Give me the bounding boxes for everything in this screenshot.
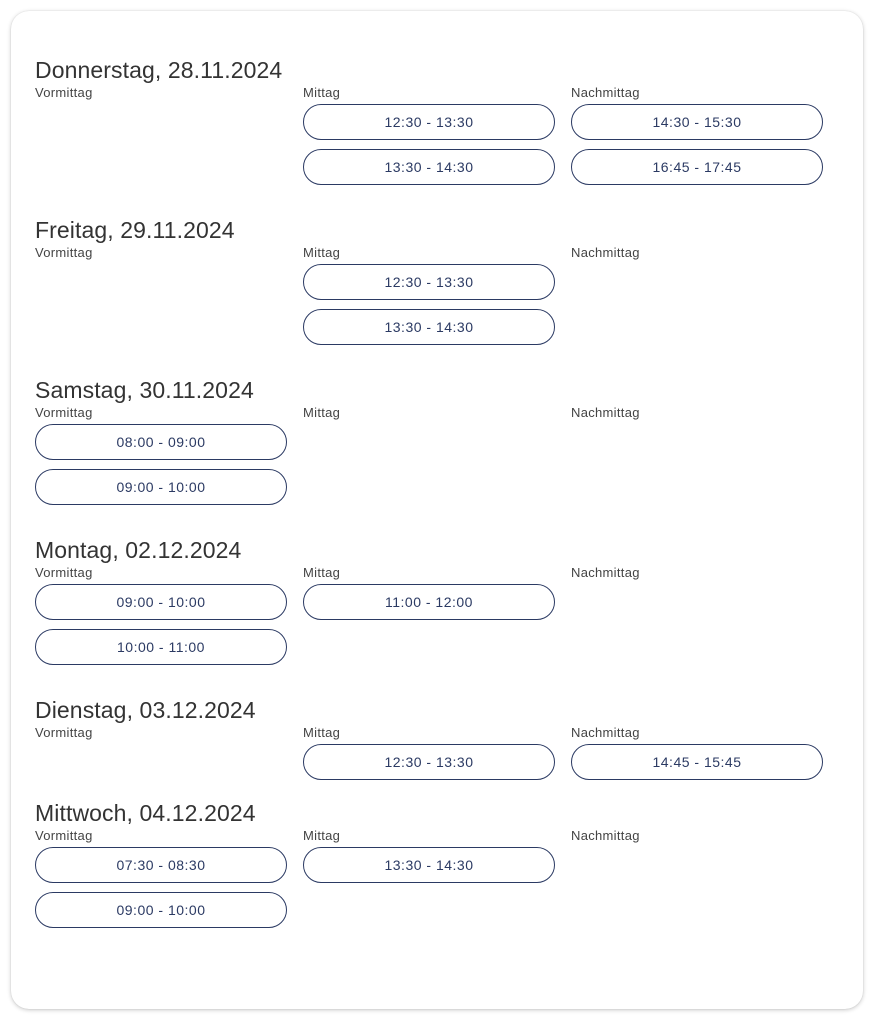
day-title: Mittwoch, 04.12.2024 — [35, 800, 256, 826]
period-column-nachmittag — [571, 85, 839, 185]
period-label-mittag: Mittag — [303, 828, 341, 843]
time-slot-button[interactable]: 14:45 - 15:45 — [571, 744, 823, 780]
slot-list — [303, 847, 571, 883]
period-column-mittag — [303, 725, 571, 780]
appointment-card — [11, 11, 863, 1009]
day-title: Samstag, 30.11.2024 — [35, 377, 254, 403]
period-label-nachmittag: Nachmittag — [571, 405, 640, 420]
time-slot-button[interactable]: 12:30 - 13:30 — [303, 104, 555, 140]
time-slot-button[interactable]: 08:00 - 09:00 — [35, 424, 287, 460]
time-slot-button[interactable]: 16:45 - 17:45 — [571, 149, 823, 185]
period-label-vormittag: Vormittag — [35, 85, 93, 100]
time-slot-button[interactable]: 13:30 - 14:30 — [303, 309, 555, 345]
period-column-mittag — [303, 405, 571, 505]
slot-list — [303, 584, 571, 620]
period-label-vormittag: Vormittag — [35, 405, 93, 420]
day-section — [35, 695, 839, 780]
period-label-vormittag: Vormittag — [35, 565, 93, 580]
time-slot-button[interactable]: 12:30 - 13:30 — [303, 264, 555, 300]
period-label-mittag: Mittag — [303, 405, 341, 420]
period-label-nachmittag: Nachmittag — [571, 828, 640, 843]
period-label-mittag: Mittag — [303, 245, 341, 260]
period-column-mittag — [303, 828, 571, 928]
period-column-nachmittag — [571, 828, 839, 928]
period-columns — [35, 565, 839, 665]
period-column-vormittag — [35, 565, 303, 665]
period-label-nachmittag: Nachmittag — [571, 245, 640, 260]
period-column-nachmittag — [571, 725, 839, 780]
day-title: Donnerstag, 28.11.2024 — [35, 57, 283, 83]
period-column-vormittag — [35, 725, 303, 780]
period-column-mittag — [303, 245, 571, 345]
period-label-nachmittag: Nachmittag — [571, 725, 640, 740]
period-column-nachmittag — [571, 565, 839, 665]
time-slot-button[interactable]: 10:00 - 11:00 — [35, 629, 287, 665]
day-title: Montag, 02.12.2024 — [35, 537, 242, 563]
period-label-vormittag: Vormittag — [35, 828, 93, 843]
period-column-vormittag — [35, 85, 303, 185]
period-label-mittag: Mittag — [303, 725, 341, 740]
day-title: Dienstag, 03.12.2024 — [35, 697, 256, 723]
time-slot-button[interactable]: 07:30 - 08:30 — [35, 847, 287, 883]
time-slot-button[interactable]: 12:30 - 13:30 — [303, 744, 555, 780]
period-label-nachmittag: Nachmittag — [571, 85, 640, 100]
period-column-nachmittag — [571, 245, 839, 345]
day-section — [35, 535, 839, 665]
period-label-nachmittag: Nachmittag — [571, 565, 640, 580]
slot-list — [35, 584, 303, 665]
time-slot-button[interactable]: 13:30 - 14:30 — [303, 149, 555, 185]
slot-list — [303, 104, 571, 185]
time-slot-button[interactable]: 09:00 - 10:00 — [35, 892, 287, 928]
slot-list — [35, 424, 303, 505]
period-columns — [35, 725, 839, 780]
day-section — [35, 375, 839, 505]
period-column-vormittag — [35, 405, 303, 505]
period-label-vormittag: Vormittag — [35, 725, 93, 740]
period-columns — [35, 828, 839, 928]
period-label-mittag: Mittag — [303, 565, 341, 580]
time-slot-button[interactable]: 11:00 - 12:00 — [303, 584, 555, 620]
period-column-vormittag — [35, 828, 303, 928]
period-column-mittag — [303, 565, 571, 665]
period-columns — [35, 405, 839, 505]
period-label-vormittag: Vormittag — [35, 245, 93, 260]
slot-list — [35, 847, 303, 928]
day-section — [35, 55, 839, 185]
days-list — [35, 55, 839, 928]
day-title: Freitag, 29.11.2024 — [35, 217, 235, 243]
day-section — [35, 798, 839, 928]
slot-list — [571, 744, 839, 780]
day-section — [35, 215, 839, 345]
period-column-nachmittag — [571, 405, 839, 505]
time-slot-button[interactable]: 09:00 - 10:00 — [35, 584, 287, 620]
time-slot-button[interactable]: 13:30 - 14:30 — [303, 847, 555, 883]
time-slot-button[interactable]: 14:30 - 15:30 — [571, 104, 823, 140]
slot-list — [303, 744, 571, 780]
period-column-mittag — [303, 85, 571, 185]
period-columns — [35, 85, 839, 185]
period-columns — [35, 245, 839, 345]
slot-list — [303, 264, 571, 345]
time-slot-button[interactable]: 09:00 - 10:00 — [35, 469, 287, 505]
slot-list — [571, 104, 839, 185]
period-label-mittag: Mittag — [303, 85, 341, 100]
period-column-vormittag — [35, 245, 303, 345]
